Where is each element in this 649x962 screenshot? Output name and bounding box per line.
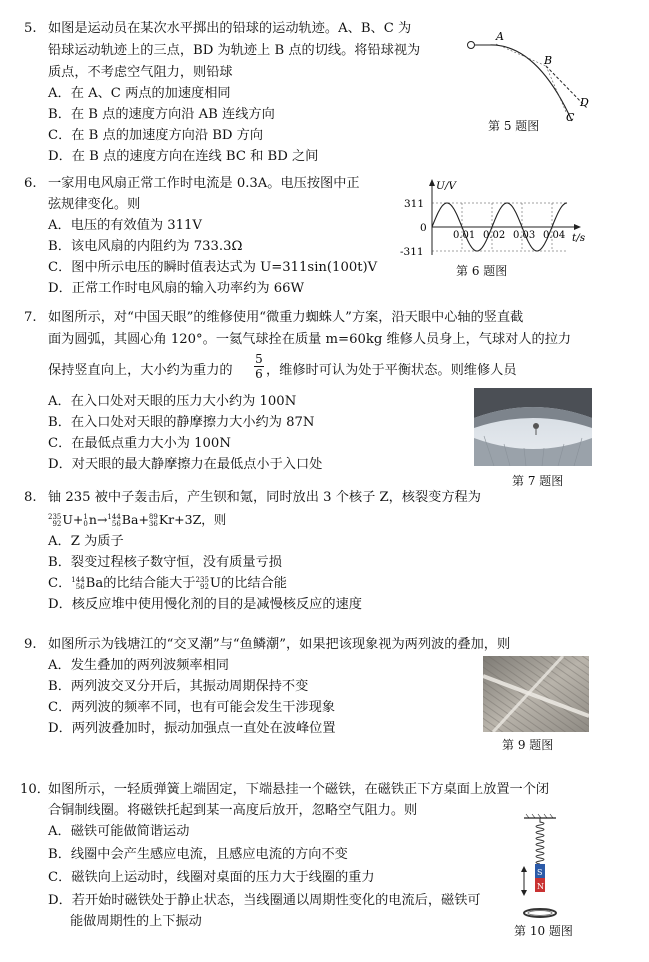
q7-stem-line3b: ，维修时可认为处于平衡状态。则维修人员: [266, 363, 517, 378]
y-tick-bottom: -311: [400, 246, 424, 258]
q10-stem-line2: 合铜制线圈。将磁铁托起到某一高度后放开，忽略空气阻力。则: [48, 803, 418, 818]
q10-number: 10．: [20, 782, 50, 797]
y-tick-top: 311: [404, 198, 425, 210]
q9-number: 9.: [24, 637, 37, 652]
label-a: A: [496, 30, 504, 43]
worker-figure: [533, 423, 539, 429]
x-tick-label-2: 0.02: [483, 230, 506, 241]
q8-option-c: C． 144 56 Ba的比结合能大于 235 92 U的比结合能: [48, 575, 287, 591]
q7-telescope-photo: [474, 388, 592, 466]
q6-number: 6.: [24, 176, 37, 191]
q8-eq-tail: ，则: [201, 512, 227, 527]
q6-option-b: B．该电风扇的内阻约为 733.3Ω: [48, 239, 243, 254]
shot-ball-icon: [468, 42, 475, 49]
x-tick-label-3: 0.03: [513, 230, 536, 241]
trajectory-curve: [490, 45, 572, 121]
magnet-s-label: S: [537, 868, 543, 877]
q6-stem-line1: 一家用电风扇正常工作时电流是 0.3A。电压按图中正: [48, 176, 360, 191]
y-axis-label: U/V: [436, 180, 456, 192]
q6-voltage-chart: [398, 175, 588, 261]
label-d: D: [580, 96, 589, 109]
q6-option-a: A．电压的有效值为 311V: [48, 218, 202, 233]
q9-tide-photo: [483, 656, 589, 732]
q9-stem-line1: 如图所示为钱塘江的“交叉潮”与“鱼鳞潮”，如果把该现象视为两列波的叠加，则: [48, 637, 511, 652]
q8-option-b: B．裂变过程核子数守恒，没有质量亏损: [48, 555, 282, 570]
q5-caption: 第 5 题图: [488, 119, 540, 133]
q5-option-b: B．在 B 点的速度方向沿 AB 连线方向: [48, 107, 275, 122]
q5-stem-line2: 铅球运动轨迹上的三点，BD 为轨迹上 B 点的切线。将铅球视为: [48, 43, 421, 58]
q6-caption: 第 6 题图: [456, 264, 508, 278]
q7-option-b: B．在入口处对天眼的静摩擦力大小约为 87N: [48, 415, 315, 430]
q7-option-c: C．在最低点重力大小为 100N: [48, 436, 231, 451]
x-tick-label-1: 0.01: [453, 230, 476, 241]
fraction-denominator: 6: [255, 367, 263, 381]
q9-option-b: B．两列波交叉分开后，其振动周期保持不变: [48, 679, 309, 694]
q7-stem-line3a: 保持竖直向上，大小约为重力的: [48, 363, 233, 378]
q10-spring-magnet-figure: [510, 812, 570, 924]
q10-option-a: A．磁铁可能做简谐运动: [48, 824, 190, 839]
q10-caption: 第 10 题图: [514, 924, 573, 938]
fraction-numerator: 5: [255, 352, 263, 366]
q10-option-d-line2: 能做周期性的上下振动: [70, 914, 202, 929]
q8-option-a: A．Z 为质子: [48, 534, 124, 549]
q5-option-d: D．在 B 点的速度方向在连线 BC 和 BD 之间: [48, 149, 319, 164]
q6-stem-line2: 弦规律变化。则: [48, 197, 141, 212]
q5-number: 5.: [24, 21, 37, 36]
q9-option-c: C．两列波的频率不同，也有可能会发生干涉现象: [48, 700, 336, 715]
q10-stem-line1: 如图所示，一轻质弹簧上端固定，下端悬挂一个磁铁，在磁铁正下方桌面上放置一个闭: [48, 782, 550, 797]
q8-stem-line1: 铀 235 被中子轰击后，产生钡和氪，同时放出 3 个核子 Z，核裂变方程为: [48, 490, 481, 505]
q7-stem-line1: 如图所示，对“中国天眼”的维修使用“微重力蜘蛛人”方案，沿天眼中心轴的竖直截: [48, 310, 524, 325]
q7-option-a: A．在入口处对天眼的压力大小约为 100N: [48, 394, 297, 409]
q7-number: 7.: [24, 310, 37, 325]
q6-option-d: D．正常工作时电风扇的输入功率约为 66W: [48, 281, 305, 296]
q5-stem-line3: 质点，不考虑空气阻力，则铅球: [48, 65, 233, 80]
q7-stem-line2: 面为圆弧，其圆心角 120°。一氦气球拴在质量 m=60kg 维修人员身上，气球对人的拉力: [48, 332, 572, 347]
x-axis-label: t/s: [572, 232, 586, 244]
spring-coil: [536, 818, 544, 864]
q10-option-d-line1: D．若开始时磁铁处于静止状态，当线圈通以周期性变化的电流后，磁铁可: [48, 893, 481, 908]
q10-option-b: B．线圈中会产生感应电流，且感应电流的方向不变: [48, 847, 348, 862]
q5-option-a: A．在 A、C 两点的加速度相同: [48, 86, 231, 101]
q8-option-d: D．核反应堆中使用慢化剂的目的是减慢核反应的速度: [48, 597, 362, 612]
q9-option-d: D．两列波叠加时，振动加强点一直处在波峰位置: [48, 721, 336, 736]
magnet-n-label: N: [537, 882, 544, 891]
q7-option-d: D．对天眼的最大静摩擦力在最低点小于入口处: [48, 457, 323, 472]
label-b: B: [544, 54, 553, 67]
label-c: C: [566, 111, 575, 124]
spring-path: [536, 818, 544, 864]
q5-stem-line1: 如图是运动员在某次水平掷出的铅球的运动轨迹。A、B、C 为: [48, 21, 412, 36]
q8-fission-equation: 235 92 U+ 1 0 n→ 144 56 Ba+ 89 36 Kr+3Z，则: [48, 512, 227, 528]
x-tick-label-4: 0.04: [543, 230, 566, 241]
q10-option-c: C．磁铁向上运动时，线圈对桌面的压力大于线圈的重力: [48, 870, 375, 885]
q7-caption: 第 7 题图: [512, 474, 564, 488]
q5-option-c: C．在 B 点的加速度方向沿 BD 方向: [48, 128, 264, 143]
q7-fraction: [254, 352, 264, 381]
q9-caption: 第 9 题图: [502, 738, 554, 752]
q5-trajectory-figure: [462, 26, 602, 126]
q6-option-c: C．图中所示电压的瞬时值表达式为 U=311sin(100t)V: [48, 260, 378, 275]
y-tick-zero: 0: [420, 222, 427, 234]
q9-option-a: A．发生叠加的两列波频率相同: [48, 658, 229, 673]
q8-number: 8.: [24, 490, 37, 505]
